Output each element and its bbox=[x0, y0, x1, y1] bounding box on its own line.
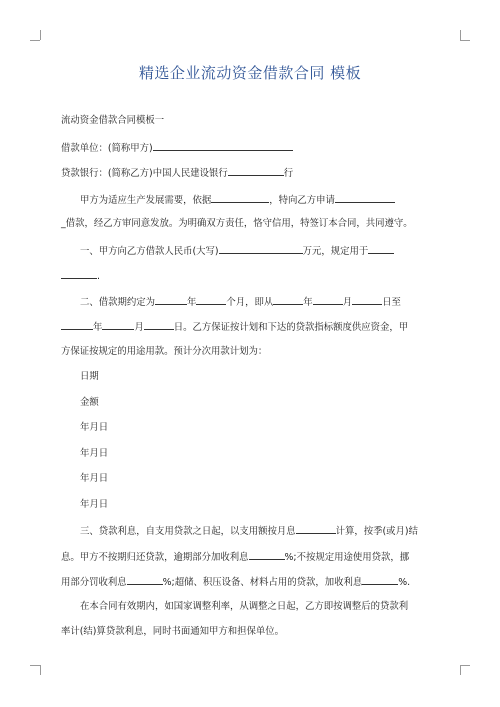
clause-1-cont: . bbox=[61, 269, 439, 283]
paragraph-purpose: 甲方为适应生产发展需要，依据 ，特向乙方申请 bbox=[80, 193, 458, 207]
paragraph-borrower: 借款单位：(简称甲方) bbox=[61, 141, 439, 155]
paragraph-rate-adjust-cont: 率计(结)算贷款利息，同时书面通知甲方和担保单位。 bbox=[61, 626, 284, 637]
clause-2: 二、借款期约定为 年 个月，即从 年 月 日至 bbox=[80, 297, 401, 308]
clause-3: 三、贷款利息，自支用贷款之日起，以支用额按月息 计算，按季(或月)结 bbox=[80, 526, 418, 537]
clause-2-cont: 年 月 日。乙方保证按计划和下达的贷款指标额度供应资金，甲 bbox=[61, 320, 439, 334]
clause-2-plan: 方保证按规定的用途用款。预计分次用款计划为： bbox=[61, 346, 268, 357]
paragraph-subtitle: 流动资金借款合同模板一 bbox=[61, 115, 165, 126]
plan-date-label: 日期 bbox=[80, 371, 99, 382]
paragraph-purpose-cont: _借款，经乙方审同意发放。为明确双方责任，恪守信用，特签订本合同，共同遵守。 bbox=[61, 218, 413, 229]
plan-date-row: 年月日 bbox=[80, 422, 109, 433]
clause-3-cont: 用部分罚收利息 %;超储、积压设备、材料占用的贷款，加收利息 %. bbox=[61, 577, 411, 588]
clause-3-cont: 息。甲方不按期归还贷款，逾期部分加收利息 %;不按规定用途使用贷款，挪 bbox=[61, 552, 410, 563]
paragraph-rate-adjust: 在本合同有效期内，如国家调整利率，从调整之日起，乙方即按调整后的贷款利 bbox=[80, 601, 409, 612]
clause-1: 一、甲方向乙方借款人民币(大写) 万元，规定用于 bbox=[80, 244, 458, 258]
plan-date-row: 年月日 bbox=[80, 448, 109, 459]
document-title: 精选企业流动资金借款合同 模板 bbox=[138, 64, 362, 82]
paragraph-lender: 贷款银行：(简称乙方)中国人民建设银行 行 bbox=[61, 168, 294, 179]
plan-date-row: 年月日 bbox=[80, 473, 109, 484]
plan-date-row: 年月日 bbox=[80, 499, 109, 510]
plan-amount-label: 金额 bbox=[80, 397, 99, 408]
